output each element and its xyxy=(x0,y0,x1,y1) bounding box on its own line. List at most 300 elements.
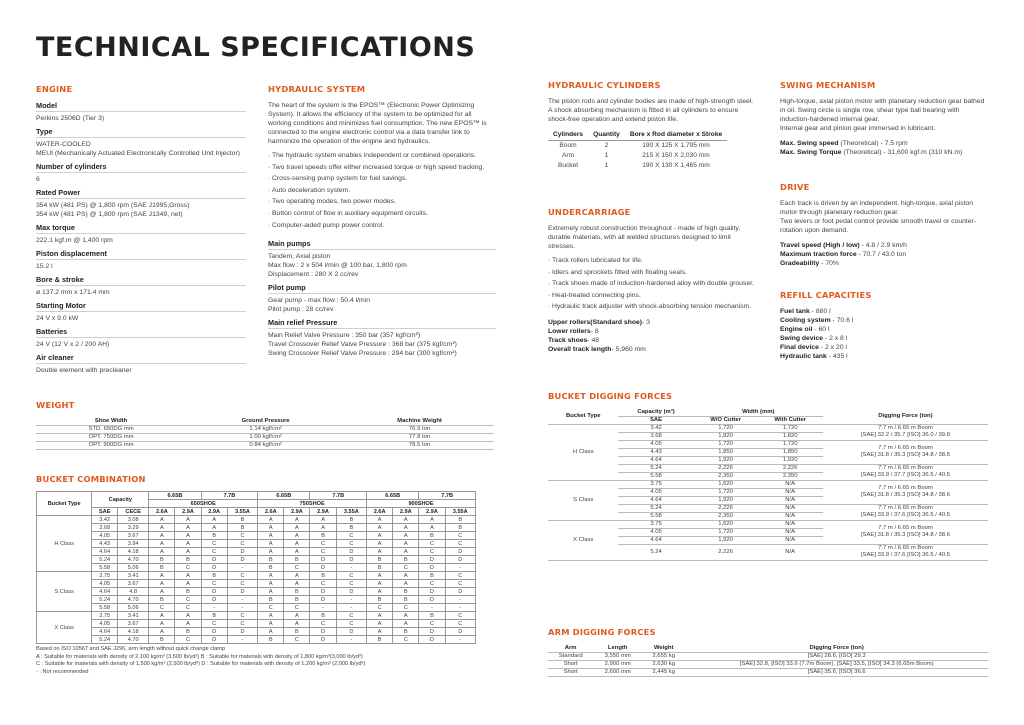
table-cell: B xyxy=(258,596,284,604)
swing-specs xyxy=(780,139,990,157)
engine-spec-value: ø 137.2 mm x 171.4 mm xyxy=(36,289,110,296)
column-header: Width (mm) xyxy=(694,408,823,416)
table-cell: 3.42 xyxy=(618,424,693,432)
table-cell: 3.41 xyxy=(118,612,149,620)
table-cell: D xyxy=(227,556,257,564)
table-cell: B xyxy=(201,572,227,580)
table-cell: 1,720 xyxy=(694,440,758,448)
table-cell: - xyxy=(227,596,257,604)
table-cell: A xyxy=(149,524,175,532)
digging-force: 7.7 m / 6.65 m Boom [SAE] 31.8 / 35.3 [ISO] 34.8 / 38.5 xyxy=(823,440,988,464)
table-cell: - xyxy=(227,604,257,612)
table-cell: A xyxy=(367,580,393,588)
table-cell: 4.05 xyxy=(92,620,118,628)
engine-spec-label: Rated Power xyxy=(36,188,246,199)
table-cell: B xyxy=(284,556,310,564)
table-cell: - xyxy=(227,636,257,644)
relief-value: Main Relief Valve Pressure : 350 bar (357 kgf/cm²) Travel Crossover Relief Valve Pressure : 368 bar (375 kgf/cm²) Swing Crossover Relief Valve Pressure : 294 bar (300 kgf/cm²) xyxy=(268,332,457,358)
table-cell: A xyxy=(149,572,175,580)
spec-key: Fuel tank xyxy=(780,308,810,315)
column-header: 2.9A xyxy=(201,508,227,516)
table-cell: C xyxy=(201,580,227,588)
table-cell: D xyxy=(445,556,476,564)
spec-value: - 8 xyxy=(590,327,599,335)
table-cell: A xyxy=(149,620,175,628)
table-cell: C xyxy=(310,548,336,556)
table-cell: A xyxy=(149,588,175,596)
table-cell: - xyxy=(227,564,257,572)
bullet-item: · Button control of flow in auxiliary equipment circuits. xyxy=(268,210,496,219)
table-row xyxy=(548,660,988,668)
spec-value: (Theoretical) - 7.5 rpm xyxy=(838,140,908,147)
table-row xyxy=(37,516,476,524)
table-cell: A xyxy=(284,612,310,620)
drive-specs xyxy=(780,241,990,268)
table-cell: C xyxy=(336,532,366,540)
table-cell: D xyxy=(445,548,476,556)
table-cell: D xyxy=(336,556,366,564)
engine-spec-label: Starting Motor xyxy=(36,301,246,312)
table-cell: N/A xyxy=(757,544,822,560)
table-cell: C xyxy=(445,612,476,620)
table-row xyxy=(37,564,476,572)
table-cell: 5.24 xyxy=(618,544,693,560)
table-cell: 2,226 xyxy=(694,544,758,560)
table-cell: A xyxy=(367,540,393,548)
table-cell: 1,720 xyxy=(757,424,822,432)
table-cell: Short xyxy=(548,668,593,676)
column-header: 2.9A xyxy=(310,508,336,516)
table-cell: 78.5 ton xyxy=(345,441,494,449)
table-cell: C xyxy=(393,604,419,612)
table-cell: 2,445 kg xyxy=(642,668,685,676)
table-cell: C xyxy=(393,564,419,572)
table-cell: 1,720 xyxy=(694,424,758,432)
spec-key: Lower rollers xyxy=(548,327,591,335)
engine-spec-value: 354 kW (481 PS) @ 1,800 rpm (SAE J1995,Gross) 354 kW (481 PS) @ 1,800 rpm (SAE J1349, net) xyxy=(36,202,190,218)
table-cell: C xyxy=(227,612,257,620)
page-title: TECHNICAL SPECIFICATIONS xyxy=(36,32,476,63)
table-row xyxy=(37,620,476,628)
table-cell: A xyxy=(149,532,175,540)
table-row xyxy=(36,425,494,433)
table-cell: - xyxy=(336,604,366,612)
table-cell: C xyxy=(445,540,476,548)
table-cell: 4.64 xyxy=(618,496,693,504)
table-cell: 2,226 xyxy=(694,504,758,512)
table-cell: 1,920 xyxy=(694,496,758,504)
table-cell: 2,600 mm xyxy=(593,668,642,676)
table-cell: A xyxy=(175,548,201,556)
column-header: 6.65B xyxy=(258,492,310,500)
table-cell: C xyxy=(419,580,445,588)
column-header: 7.7B xyxy=(310,492,367,500)
table-cell: C xyxy=(175,604,201,612)
table-row xyxy=(37,532,476,540)
column-header: 3.55A xyxy=(227,508,257,516)
table-cell: A xyxy=(393,532,419,540)
table-cell: C xyxy=(419,548,445,556)
table-cell: 3.75 xyxy=(618,480,693,488)
bucket-combination-table xyxy=(36,491,476,644)
table-row xyxy=(37,548,476,556)
table-cell: D xyxy=(310,556,336,564)
spec-line xyxy=(780,148,990,157)
table-cell: N/A xyxy=(757,520,822,528)
engine-spec-value: 222.1 kgf.m @ 1,400 rpm xyxy=(36,237,113,244)
table-cell: C xyxy=(310,580,336,588)
refill-heading: REFILL CAPACITIES xyxy=(780,290,872,300)
column-header: 7.7B xyxy=(419,492,476,500)
table-cell: B xyxy=(310,572,336,580)
table-cell: B xyxy=(149,556,175,564)
table-cell: A xyxy=(393,612,419,620)
column-header: W/O Cutter xyxy=(694,416,758,424)
table-cell: OPT. 900DG mm xyxy=(36,441,186,449)
table-cell: 3.75 xyxy=(92,612,118,620)
column-header: SAE xyxy=(618,416,693,424)
table-cell: 1,920 xyxy=(694,456,758,464)
digging-force: 7.7 m / 6.65 m Boom [SAE] 33.9 / 37.6 [ISO] 36.5 / 40.5 xyxy=(823,544,988,560)
drive-heading: DRIVE xyxy=(780,182,810,192)
table-cell: - xyxy=(445,596,476,604)
table-cell: A xyxy=(393,548,419,556)
table-cell: 3.08 xyxy=(118,516,149,524)
table-cell: D xyxy=(201,596,227,604)
bullet-item: · Heat-treated connecting pins. xyxy=(548,292,758,301)
spec-key: Swing device xyxy=(780,335,824,342)
column-header: Bucket Type xyxy=(37,492,92,516)
spec-key: Gradeability xyxy=(780,260,820,267)
hydraulic-section xyxy=(268,84,496,362)
table-cell: C xyxy=(227,532,257,540)
table-cell: 77.8 ton xyxy=(345,433,494,441)
table-cell: C xyxy=(149,604,175,612)
table-cell: 5.58 xyxy=(92,604,118,612)
table-cell: OPT. 750DG mm xyxy=(36,433,186,441)
table-cell: Boom xyxy=(559,141,577,149)
table-cell: C xyxy=(393,636,419,644)
cylinders-heading: HYDRAULIC CYLINDERS xyxy=(548,80,661,90)
table-cell: A xyxy=(258,628,284,636)
table-cell: B xyxy=(419,612,445,620)
table-cell: 1,720 xyxy=(694,488,758,496)
table-cell: C xyxy=(445,620,476,628)
spec-line xyxy=(780,241,990,250)
table-cell: [SAE] 35.6, [ISO] 36.6 xyxy=(685,668,988,676)
table-cell: 4.05 xyxy=(618,440,693,448)
table-cell: - xyxy=(445,636,476,644)
table-row xyxy=(36,433,494,441)
table-cell: A xyxy=(258,524,284,532)
swing-intro: High-torque, axial piston motor with planetary reduction gear bathed in oil. Swing circle is single row, shear type ball bearing with induction-hardened internal gear. Internal gear and pinion gear immersed in lubricant. xyxy=(780,98,985,132)
spec-key: Travel speed (High / low) xyxy=(780,242,860,249)
table-cell: D xyxy=(419,588,445,596)
bullet-item: · Auto deceleration system. xyxy=(268,187,496,196)
table-row xyxy=(37,572,476,580)
cylinders-table xyxy=(548,130,727,170)
table-cell: 1.00 kgf/cm² xyxy=(186,433,345,441)
table-cell: 4.70 xyxy=(118,596,149,604)
engine-heading: ENGINE xyxy=(36,84,73,94)
spec-line xyxy=(780,325,990,334)
table-cell: 5.24 xyxy=(92,636,118,644)
table-row xyxy=(37,524,476,532)
column-header: Machine Weight xyxy=(345,417,494,425)
table-cell: Bucket xyxy=(557,161,579,169)
table-cell: A xyxy=(175,516,201,524)
table-cell: D xyxy=(419,596,445,604)
table-cell: 1,850 xyxy=(694,448,758,456)
table-cell: B xyxy=(336,516,366,524)
table-cell: A xyxy=(367,548,393,556)
table-cell: 4.05 xyxy=(618,488,693,496)
table-cell: C xyxy=(336,620,366,628)
column-header: SAE xyxy=(92,508,118,516)
table-cell: C xyxy=(284,564,310,572)
engine-spec-label: Bore & stroke xyxy=(36,275,246,286)
engine-spec-label: Piston displacement xyxy=(36,249,246,260)
table-cell: 3.41 xyxy=(118,572,149,580)
column-header: 2.9A xyxy=(419,508,445,516)
table-cell: C xyxy=(175,636,201,644)
spec-key: Track shoes xyxy=(548,336,588,344)
engine-spec-value: WATER-COOLED MEUI (Mechanically Actuated Electronically Controlled Unit Injector) xyxy=(36,141,240,157)
table-cell: C xyxy=(201,548,227,556)
table-row xyxy=(548,150,727,160)
table-cell: B xyxy=(393,596,419,604)
engine-section xyxy=(36,84,246,379)
engine-spec-label: Air cleaner xyxy=(36,353,246,364)
table-cell: A xyxy=(175,524,201,532)
table-cell: B xyxy=(419,532,445,540)
table-cell: Short xyxy=(548,660,593,668)
column-header: 2.6A xyxy=(367,508,393,516)
table-cell: 4.8 xyxy=(118,588,149,596)
table-cell: 4.05 xyxy=(618,528,693,536)
column-header: Capacity xyxy=(92,492,149,508)
table-cell: D xyxy=(336,628,366,636)
drive-section xyxy=(780,182,990,268)
column-header: 2.9A xyxy=(393,508,419,516)
engine-spec-value: 15.2 l xyxy=(36,263,53,270)
table-cell: 215 X 150 X 2,030 mm xyxy=(642,151,710,159)
cylinders-section xyxy=(548,80,758,170)
table-cell: 1,920 xyxy=(757,456,822,464)
bullet-item: · Hydraulic track adjuster with shock-absorbing tension mechanism. xyxy=(548,303,758,312)
table-row xyxy=(548,520,988,528)
table-cell: 2,226 xyxy=(757,464,822,472)
engine-spec-value: 24 V (12 V x 2 / 200 AH) xyxy=(36,341,110,348)
bullet-item: · Computer-aided pump power control. xyxy=(268,222,496,231)
table-cell: 3,550 mm xyxy=(593,652,642,660)
digging-force: 7.7 m / 6.65 m Boom [SAE] 31.8 / 35.3 [ISO] 34.8 / 38.6 xyxy=(823,480,988,504)
table-row xyxy=(37,604,476,612)
table-cell: 5.24 xyxy=(618,504,693,512)
column-header: Shoe Width xyxy=(36,417,186,425)
bullet-item: · Track shoes made of induction-hardened alloy with double grouser. xyxy=(548,280,758,289)
table-cell: C xyxy=(201,620,227,628)
table-cell: 1,720 xyxy=(694,528,758,536)
swing-heading: SWING MECHANISM xyxy=(780,80,876,90)
table-cell: 4.70 xyxy=(118,636,149,644)
table-cell: 3.67 xyxy=(118,580,149,588)
bullet-item: · Track rollers lubricated for life. xyxy=(548,257,758,266)
bucket-forces-table xyxy=(548,408,988,561)
column-header: 900SHOE xyxy=(367,500,476,508)
table-cell: C xyxy=(367,604,393,612)
table-row xyxy=(36,441,494,449)
column-header: Arm xyxy=(548,644,593,652)
spec-value: - 48 xyxy=(587,336,600,344)
relief-label: Main relief Pressure xyxy=(268,318,496,329)
table-cell: 3.68 xyxy=(618,432,693,440)
column-header: 2.9A xyxy=(284,508,310,516)
pilot-pump-value: Gear pump - max flow : 50.4 l/min Pilot pump : 28 cc/rev xyxy=(268,297,370,314)
table-row xyxy=(37,628,476,636)
table-cell: 3.75 xyxy=(92,572,118,580)
table-cell: 5.24 xyxy=(92,596,118,604)
table-cell: 1,620 xyxy=(694,480,758,488)
table-cell: B xyxy=(175,588,201,596)
table-cell: A xyxy=(284,548,310,556)
spec-value: - 2 x 20 l xyxy=(818,344,847,351)
table-cell: A xyxy=(367,524,393,532)
table-cell: A xyxy=(149,516,175,524)
table-cell: A xyxy=(310,524,336,532)
engine-spec-label: Batteries xyxy=(36,327,246,338)
spec-line xyxy=(780,316,990,325)
spec-line xyxy=(780,307,990,316)
table-cell: D xyxy=(419,636,445,644)
table-cell: A xyxy=(393,620,419,628)
table-cell: B xyxy=(201,612,227,620)
table-cell: D xyxy=(336,588,366,596)
undercarriage-section xyxy=(548,207,758,354)
table-cell: B xyxy=(149,636,175,644)
digging-force: 7.7 m / 6.65 m Boom [SAE] 31.8 / 35.3 [ISO] 34.8 / 38.6 xyxy=(823,520,988,544)
undercarriage-intro: Extremely robust construction throughout - made of high quality, durable materials, with all welded structures designed to limit stresses. xyxy=(548,225,741,250)
table-row xyxy=(548,424,988,432)
spec-key: Overall track length xyxy=(548,345,612,353)
table-cell: 4.05 xyxy=(92,532,118,540)
spec-line xyxy=(780,250,990,259)
table-cell: N/A xyxy=(757,480,822,488)
table-cell: 4.64 xyxy=(618,536,693,544)
table-row xyxy=(548,160,727,170)
table-cell: B xyxy=(258,564,284,572)
table-cell: 4.18 xyxy=(118,628,149,636)
column-header: 2.6A xyxy=(149,508,175,516)
table-cell: C xyxy=(336,580,366,588)
table-row xyxy=(37,636,476,644)
table-cell: A xyxy=(393,540,419,548)
main-pumps-label: Main pumps xyxy=(268,239,496,250)
table-cell: D xyxy=(201,628,227,636)
table-cell: [SAE] 32.8, [ISO] 33.6 (7.7m Boom), [SAE] 33.5, [ISO] 34.3 (6.65m Boom) xyxy=(685,660,988,668)
table-cell: B xyxy=(367,636,393,644)
table-cell: 5.24 xyxy=(618,464,693,472)
table-cell: 4.43 xyxy=(92,540,118,548)
table-cell: A xyxy=(284,620,310,628)
table-cell: A xyxy=(258,612,284,620)
table-cell: A xyxy=(393,580,419,588)
table-cell: A xyxy=(393,572,419,580)
spec-value: - 5,960 mm xyxy=(611,345,646,353)
table-cell: D xyxy=(201,636,227,644)
column-header: 2.9A xyxy=(175,508,201,516)
table-cell: A xyxy=(284,532,310,540)
table-cell: D xyxy=(419,564,445,572)
table-cell: [SAE] 28.6, [ISO] 29.3 xyxy=(685,652,988,660)
arm-forces-heading: ARM DIGGING FORCES xyxy=(548,627,656,637)
table-cell: B xyxy=(284,628,310,636)
bucket-combination-section xyxy=(36,474,494,676)
bullet-item: · Idlers and sprockets fitted with floating seals. xyxy=(548,269,758,278)
table-cell: 4.64 xyxy=(618,456,693,464)
table-row xyxy=(37,580,476,588)
table-cell: B xyxy=(258,636,284,644)
table-cell: A xyxy=(258,516,284,524)
table-row xyxy=(548,140,727,150)
table-cell: 3.75 xyxy=(618,520,693,528)
table-cell: A xyxy=(284,524,310,532)
table-cell: 3.67 xyxy=(118,620,149,628)
table-cell: - xyxy=(419,604,445,612)
table-cell: 190 X 125 X 1,795 mm xyxy=(642,141,710,149)
table-cell: A xyxy=(367,516,393,524)
table-cell: 2,350 xyxy=(694,512,758,520)
table-cell: C xyxy=(227,540,257,548)
table-cell: A xyxy=(367,628,393,636)
header-row xyxy=(548,130,727,140)
spec-line xyxy=(780,343,990,352)
spec-key: Max. Swing speed xyxy=(780,140,839,147)
table-cell: 3.94 xyxy=(118,540,149,548)
undercarriage-bullets xyxy=(548,257,758,312)
table-cell: A xyxy=(149,580,175,588)
table-cell: A xyxy=(258,572,284,580)
table-cell: 3.67 xyxy=(118,532,149,540)
undercarriage-heading: UNDERCARRIAGE xyxy=(548,207,631,217)
table-cell: 5.58 xyxy=(618,512,693,520)
table-cell: A xyxy=(149,628,175,636)
class-name: X Class xyxy=(37,612,92,644)
spec-key: Max. Swing Torque xyxy=(780,149,842,156)
table-cell: Standard xyxy=(548,652,593,660)
table-cell: A xyxy=(175,540,201,548)
table-cell: A xyxy=(393,524,419,532)
table-cell: 4.05 xyxy=(92,580,118,588)
spec-key: Hydraulic tank xyxy=(780,353,827,360)
table-cell: 2,350 xyxy=(694,472,758,480)
spec-value: - 3 xyxy=(642,318,650,326)
table-cell: B xyxy=(367,564,393,572)
spec-value: - 70.7 / 43.0 ton xyxy=(856,251,907,258)
arm-forces-table xyxy=(548,644,988,677)
table-cell: 3.68 xyxy=(92,524,118,532)
column-header: 3.55A xyxy=(336,508,366,516)
table-cell: - xyxy=(336,564,366,572)
engine-list xyxy=(36,101,246,375)
table-cell: 1 xyxy=(604,161,609,169)
digging-force: 7.7 m / 6.65 m Boom [SAE] 33.9 / 37.7 [ISO] 36.5 / 40.5 xyxy=(823,464,988,480)
spec-line xyxy=(548,336,758,345)
table-cell: 5.58 xyxy=(92,564,118,572)
table-cell: 2,350 xyxy=(757,472,822,480)
table-cell: C xyxy=(175,564,201,572)
cylinders-intro: The piston rods and cylinder bodies are made of high-strength steel. A shock absorbing mechanism is fitted in all cylinders to ensure shock-free operation and extend piston life. xyxy=(548,98,754,123)
